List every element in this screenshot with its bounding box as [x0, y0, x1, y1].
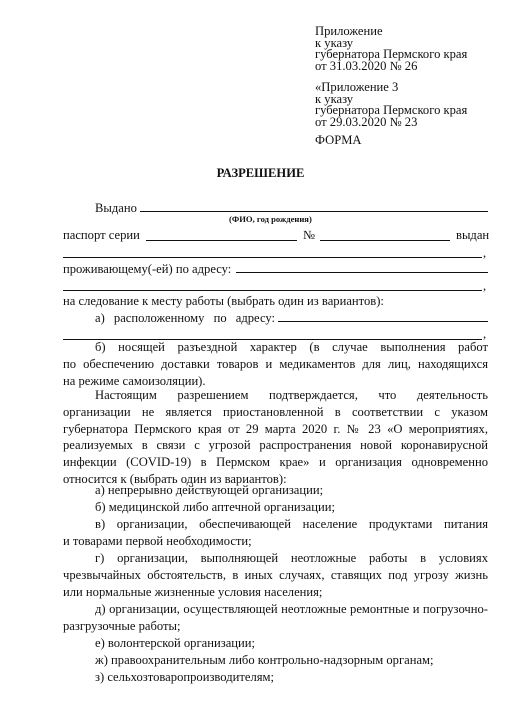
route-label: на следование к месту работы (выбрать один из вариантов): [63, 294, 384, 308]
address-field-line-2[interactable] [63, 290, 482, 291]
list-item-continued: чрезвычайных обстоятельств, в иных случаях, ставящих под угрозу жизнь [63, 568, 488, 582]
option-a [95, 311, 275, 325]
appendix1-line: к указу [315, 35, 354, 50]
list-item: ж) правоохранительным либо контрольно-надзорным органам; [95, 653, 434, 667]
confirm-line: реализуемых в связи с угрозой распространения новой коронавирусной [63, 438, 488, 453]
appendix2-line: губернатора Пермского края [315, 103, 468, 117]
list-item: д) организации, осуществляющей неотложные ремонтные и погрузочно- [95, 602, 488, 616]
option-b-line: б) носящей разъездной характер (в случае выполнения работ [95, 340, 488, 354]
appendix-block-2 [315, 82, 467, 128]
issued-by-field-line[interactable] [63, 257, 482, 258]
address-label: проживающему(-ей) по адресу: [63, 262, 232, 276]
option-a-address-line[interactable] [278, 321, 488, 322]
list-item: г) организации, выполняющей неотложные работы в условиях [95, 551, 488, 565]
confirm-line: Настоящим разрешением подтверждается, что деятельность [95, 388, 488, 402]
appendix1-line: от 31.03.2020 № 26 [315, 58, 418, 73]
organization-list [63, 482, 488, 686]
list-item-continued: разгрузочные работы; [63, 619, 181, 633]
address-field-line[interactable] [236, 272, 488, 273]
list-item-continued: и товарами первой необходимости; [63, 534, 252, 548]
list-item: б) медицинской либо аптечной организации; [95, 500, 335, 514]
list-item-continued: или нормальные жизненные условия населения; [63, 585, 323, 599]
appendix1-line: Приложение [315, 24, 383, 38]
appendix2-line: от 29.03.2020 № 23 [315, 114, 418, 129]
passport-series-label: паспорт серии [63, 228, 140, 242]
list-item: е) волонтерской организации; [95, 636, 255, 650]
appendix2-line: к указу [315, 91, 354, 106]
passport-series-field-line[interactable] [146, 240, 297, 241]
issued-label: Выдано [95, 201, 137, 215]
comma: , [483, 327, 487, 341]
option-b-line: по обеспечению доставки товаров и медикаментов для лиц, находящихся [63, 357, 488, 371]
list-item: в) организации, обеспечивающей население продуктами питания [95, 517, 488, 531]
option-b-line: на режиме самоизоляции). [63, 374, 206, 388]
confirm-line: инфекции (COVID-19) в Пермском крае» и организация одновременно [63, 455, 488, 470]
list-item: з) сельхозтоваропроизводителям; [95, 670, 274, 684]
confirm-line: организации не является приостановленной в соответствии с указом [63, 404, 488, 419]
fio-field-line[interactable] [140, 211, 488, 212]
appendix-block-1 [315, 26, 467, 72]
option-b [63, 339, 488, 390]
number-label: № [303, 228, 316, 242]
appendix2-line: «Приложение 3 [315, 80, 399, 94]
form-label: ФОРМА [315, 133, 362, 147]
comma: , [483, 279, 487, 293]
passport-number-field-line[interactable] [320, 240, 450, 241]
confirm-paragraph [63, 387, 488, 488]
document-title: РАЗРЕШЕНИЕ [216, 166, 305, 180]
fio-hint: (ФИО, год рождения) [229, 214, 312, 224]
appendix1-line: губернатора Пермского края [315, 47, 468, 61]
comma: , [483, 246, 487, 260]
option-a-text: а) расположенному по адресу: [95, 311, 275, 325]
list-item: а) непрерывно действующей организации; [95, 483, 324, 497]
issued-by-label: выдан [456, 228, 490, 242]
confirm-line: относится к (выбрать один из вариантов): [63, 471, 287, 486]
confirm-line: губернатора Пермского края от 29 марта 2020 г. № 23 «О мероприятиях, [63, 421, 488, 436]
